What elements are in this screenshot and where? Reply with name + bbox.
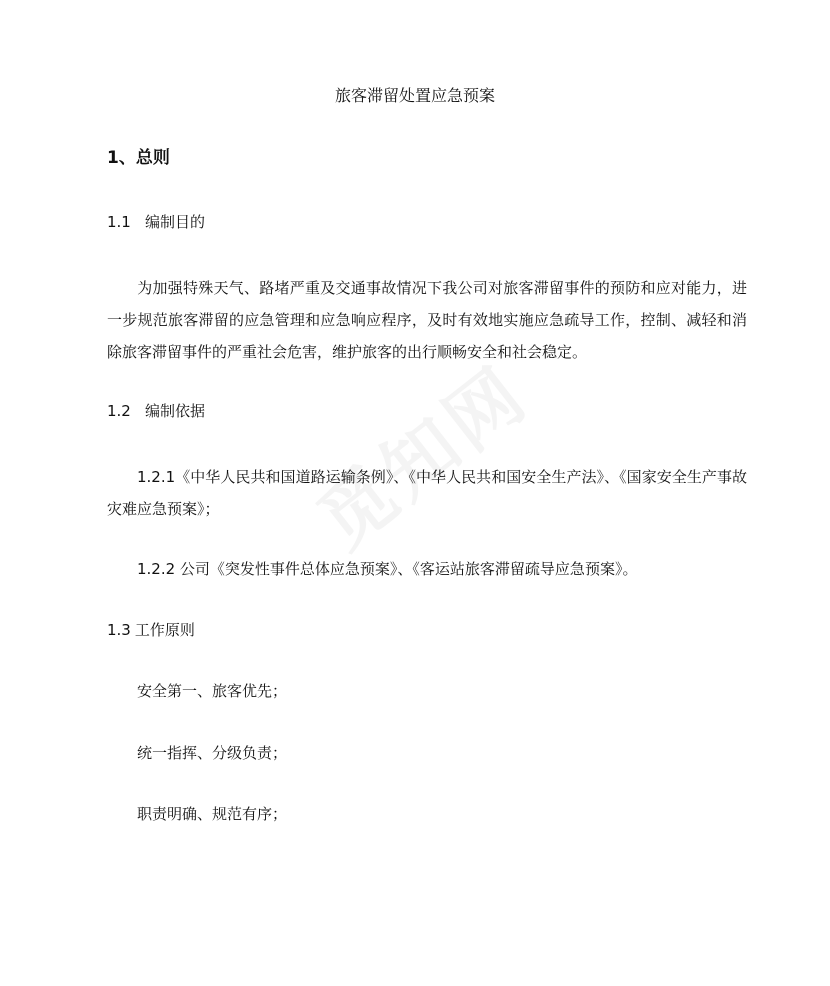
subsection-number: 1.3 [107, 621, 131, 639]
purpose-text: 为加强特殊天气、路堵严重及交通事故情况下我公司对旅客滞留事件的预防和应对能力，进一步规范旅客滞留的应急管理和应急响应程序，及时有效地实施应急疏导工作，控制、减轻和消除旅客滞留事件的严重社会危害，维护旅客的出行顺畅安全和社会稳定。 [107, 279, 747, 361]
subsection-title: 工作原则 [134, 621, 195, 639]
document-title: 旅客滞留处置应急预案 [334, 86, 495, 105]
principle-item: 统一指挥、分级负责； [137, 744, 288, 762]
principle-item: 职责明确、规范有序； [137, 805, 288, 823]
subsection-number: 1.2 [107, 402, 131, 420]
watermark [293, 337, 547, 568]
subsection-heading-basis [107, 400, 205, 422]
subsection-heading-principles [107, 619, 195, 641]
subsection-number: 1.1 [107, 213, 131, 231]
subsection-heading-purpose [107, 211, 205, 233]
basis-paragraph-1 [107, 461, 747, 525]
basis-text-1: 1.2.1《中华人民共和国道路运输条例》、《中华人民共和国安全生产法》、《国家安全生产事故灾难应急预案》； [107, 468, 747, 518]
section-heading-general: 1、总则 [107, 148, 170, 168]
principle-item: 安全第一、旅客优先； [137, 682, 288, 700]
basis-text-2: 1.2.2 公司《突发性事件总体应急预案》、《客运站旅客滞留疏导应急预案》。 [137, 560, 638, 578]
purpose-paragraph [107, 272, 747, 368]
subsection-title: 编制目的 [145, 213, 206, 231]
subsection-title: 编制依据 [145, 402, 206, 420]
basis-paragraph-2 [107, 553, 747, 585]
